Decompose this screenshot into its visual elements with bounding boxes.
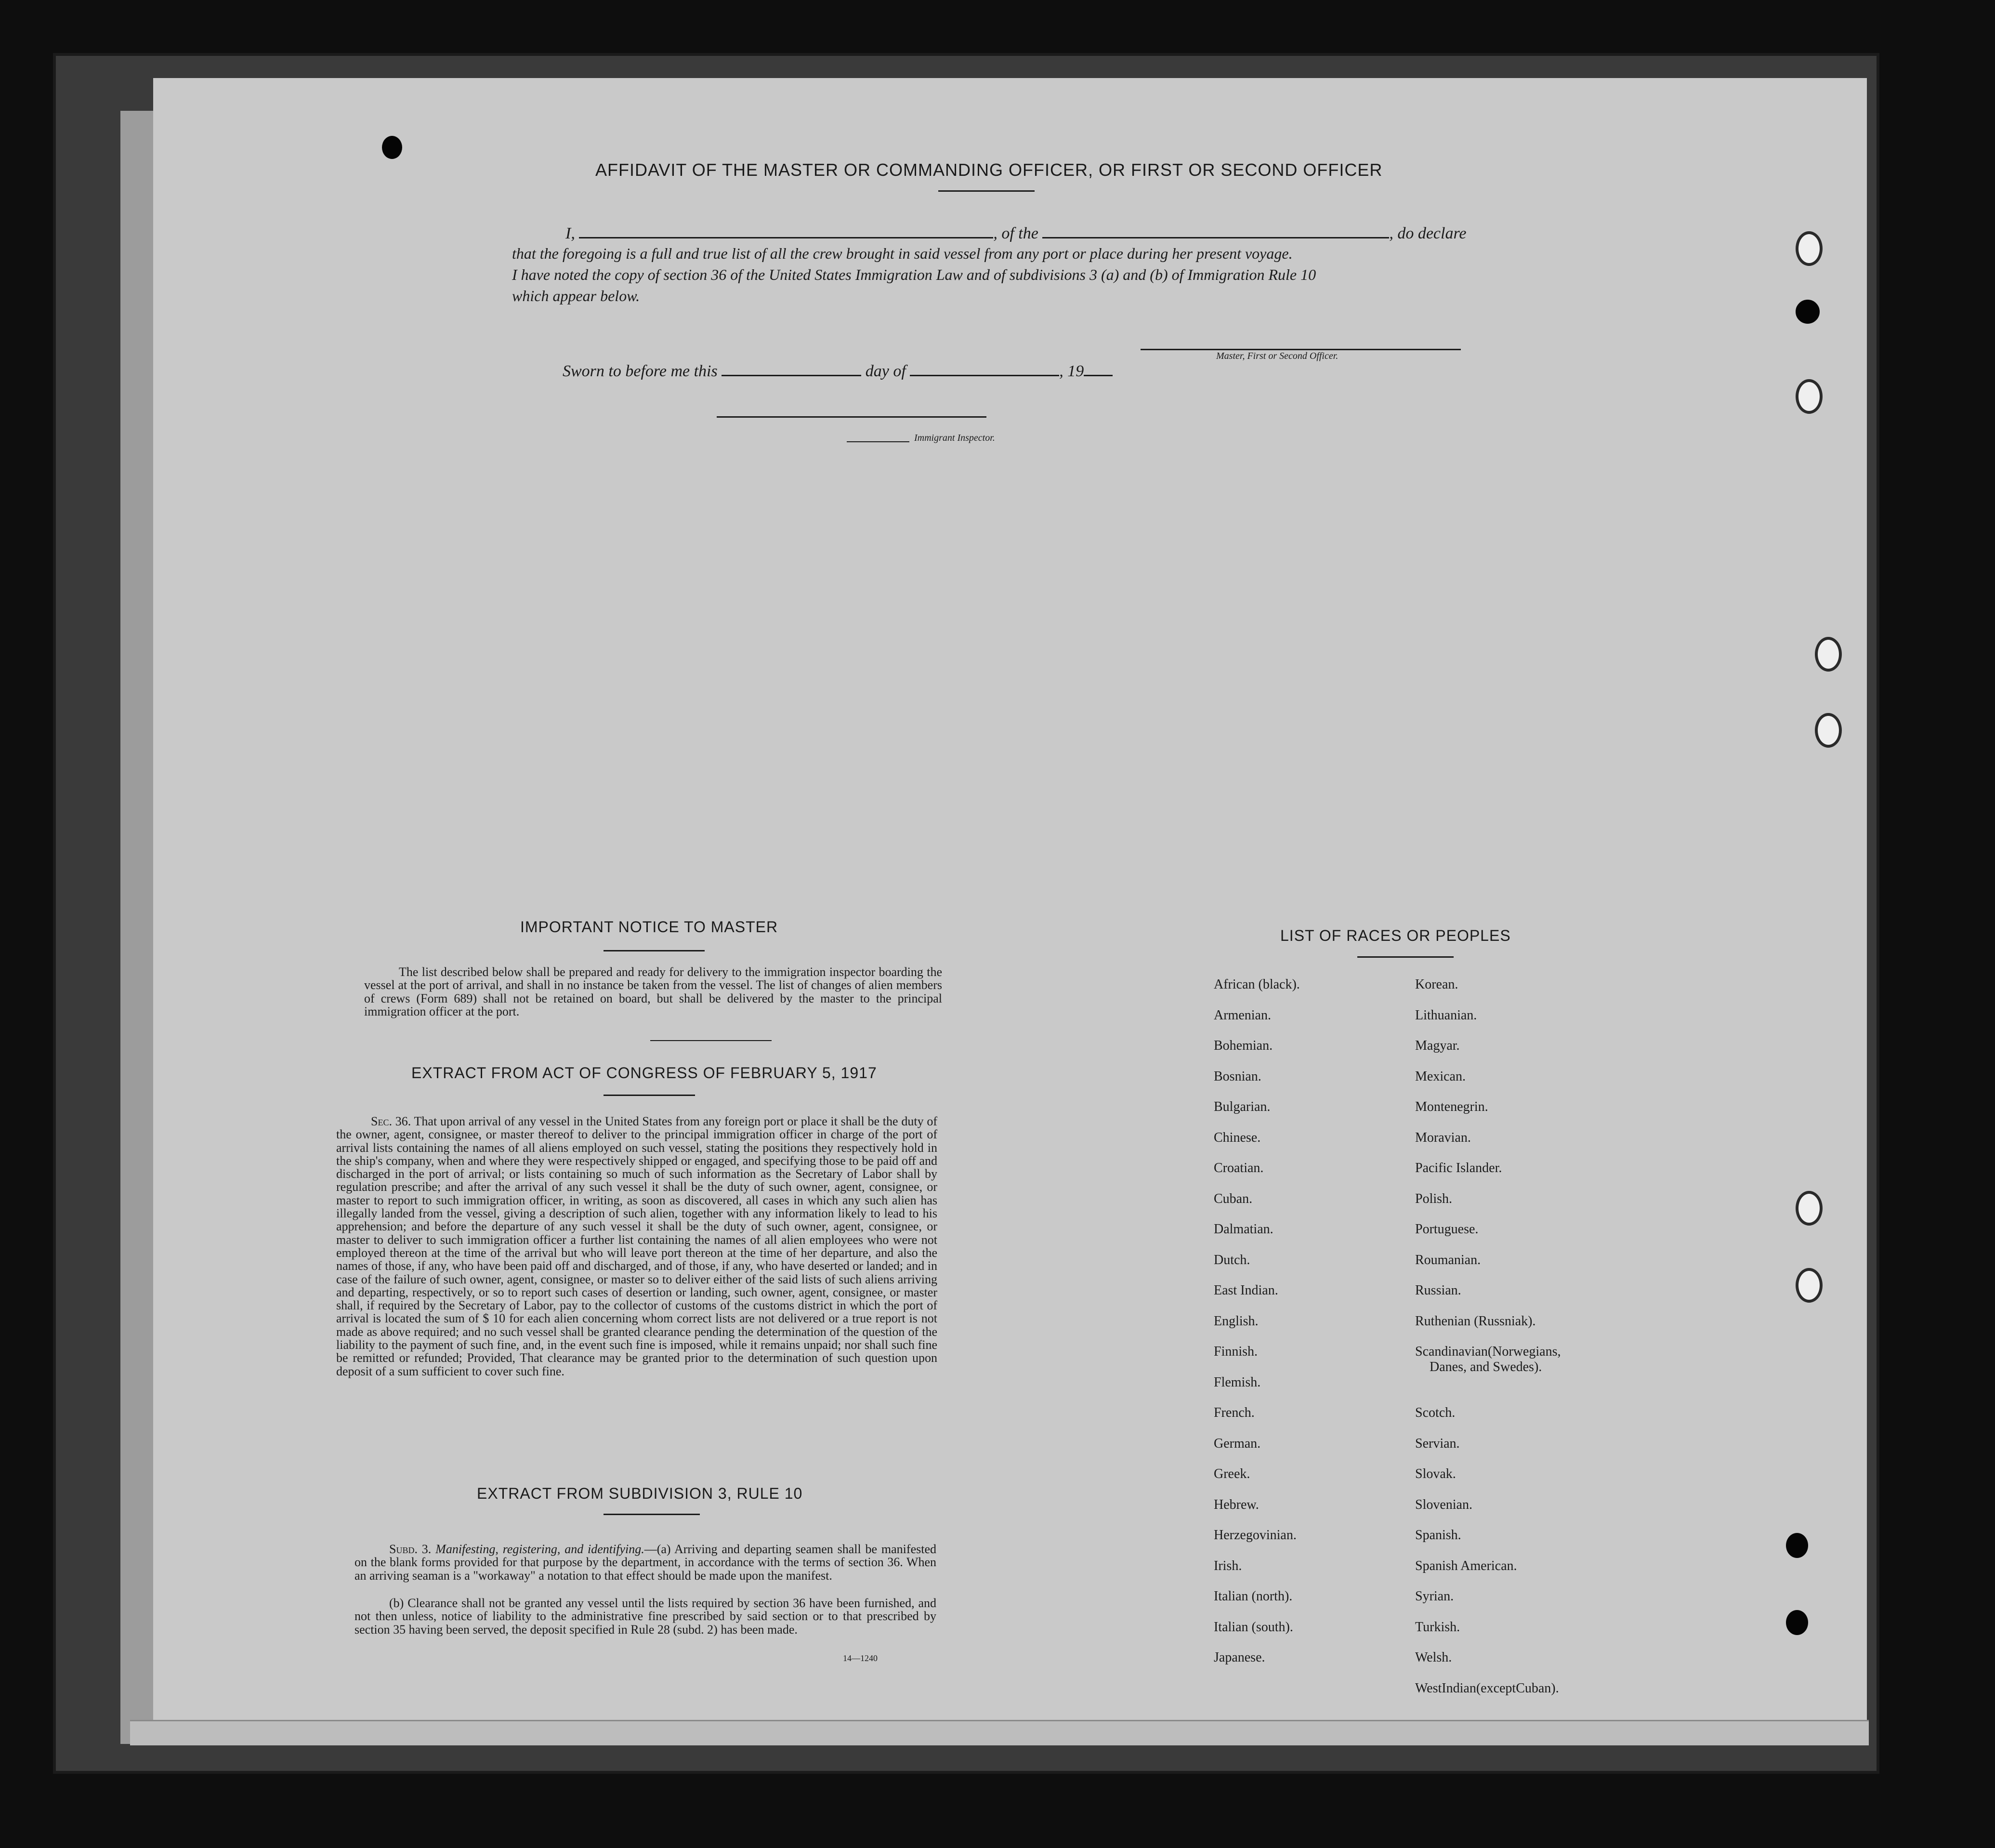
race-item: Irish. [1214, 1558, 1242, 1573]
race-item: Korean. [1415, 977, 1458, 992]
race-item: Montenegrin. [1415, 1099, 1488, 1114]
binder-hole [1786, 1533, 1808, 1558]
race-item: German. [1214, 1436, 1261, 1451]
race-item: Chinese. [1214, 1130, 1261, 1145]
rule10-subd-heading: Manifesting, registering, and identifying. [435, 1542, 644, 1556]
binder-hole [1796, 231, 1823, 266]
master-caption: Master, First or Second Officer. [1216, 351, 1339, 361]
race-item: Spanish American. [1415, 1558, 1517, 1573]
act-rule [604, 1095, 695, 1096]
race-item: Herzegovinian. [1214, 1528, 1297, 1543]
races-column-2 [1415, 977, 1561, 1711]
binder-hole [382, 136, 402, 159]
rule10-subd-label: Subd. 3. [389, 1542, 432, 1556]
binder-hole [1815, 713, 1842, 748]
race-item: Russian. [1415, 1283, 1461, 1298]
master-signature-line[interactable] [1141, 349, 1461, 350]
race-item: Scandinavian(Norwegians, Danes, and Swedes). [1415, 1344, 1561, 1374]
race-item: African (black). [1214, 977, 1300, 992]
race-item: Dalmatian. [1214, 1222, 1273, 1237]
race-item: Bosnian. [1214, 1069, 1261, 1084]
page-bottom-edge [130, 1720, 1869, 1745]
race-item: WestIndian(exceptCuban). [1415, 1680, 1559, 1696]
race-item: Syrian. [1415, 1589, 1454, 1604]
notice-rule [604, 950, 705, 951]
race-item: Lithuanian. [1415, 1007, 1477, 1023]
affidavit-line-2: that the foregoing is a full and true list of all the crew brought in said vessel from any port or place during her present voyage. [512, 245, 1293, 262]
binder-hole [1796, 1191, 1823, 1226]
sworn-month-field[interactable] [910, 361, 1059, 376]
day-of-label: day of [865, 362, 906, 380]
race-item: Finnish. [1214, 1344, 1258, 1359]
race-item: Servian. [1415, 1436, 1460, 1451]
race-item: Armenian. [1214, 1007, 1271, 1023]
race-item: Ruthenian (Russniak). [1415, 1313, 1536, 1329]
sworn-line [563, 361, 1113, 381]
binder-hole [1796, 1268, 1823, 1303]
race-item: Roumanian. [1415, 1252, 1481, 1267]
binder-hole [1786, 1610, 1808, 1635]
rule10-para-a [354, 1543, 936, 1582]
race-item: Greek. [1214, 1466, 1250, 1481]
year-label: , 19 [1059, 362, 1084, 380]
race-item: Bulgarian. [1214, 1099, 1271, 1114]
race-item: Scotch. [1415, 1405, 1456, 1420]
declarant-name-field[interactable] [579, 224, 993, 238]
affidavit-line-4: which appear below. [512, 287, 640, 304]
act-section-body: That upon arrival of any vessel in the United States from any foreign port or place it shall be the duty of the owner, agent, consignee, or master thereof to deliver to the principal immigration officer in charge of the port of arrival lists containing the names of all aliens employed on such vessel, stating the positions they respectively hold in the ship's company, when and where they were respectively shipped or engaged, and specifying those to be paid off and discharged in the port of arrival; or lists containing so much of such information as the Secretary of Labor shall by regulation prescribe; and after the arrival of any such vessel it shall be the duty of such owner, agent, consignee, or master to report to such immigration officer, in writing, as soon as discovered, all cases in which any such alien has illegally landed from the vessel, giving a description of such alien, together with any information likely to lead to his apprehension; and before the departure of any such vessel it shall be the duty of such owner, agent, consignee, or master to deliver to such immigration officer a further list containing the names of all alien employees who were not employed thereon at the time of the arrival but who will leave port thereon at the time of her departure, and also the names of those, if any, who have been paid off and discharged, and of those, if any, who have deserted or landed; and in case of the failure of such owner, agent, consignee, or master so to deliver either of the said lists of such aliens arriving and departing, respectively, or so to report such cases of desertion or landing, such owner, agent, consignee, or master shall, if required by the Secretary of Labor, pay to the collector of customs of the customs district in which the port of arrival is located the sum of $ 10 for each alien concerning whom correct lists are not delivered or a true report is not made as above required; and no such vessel shall be granted clearance pending the determination of the question of the liability to the payment of such fine, and, in the event such fine is imposed, while it remains unpaid; nor shall such fine be remitted or refunded; Provided, That clearance may be granted prior to the determination of such question upon deposit of a sum sufficient to cover such fine. [336, 1114, 937, 1378]
notice-title: IMPORTANT NOTICE TO MASTER [520, 918, 778, 936]
race-item: Moravian. [1415, 1130, 1471, 1145]
act-text [336, 1115, 937, 1378]
binder-hole [1796, 300, 1820, 324]
race-item-continuation: Danes, and Swedes). [1430, 1360, 1542, 1374]
affidavit-line-1 [565, 224, 1467, 243]
race-item: Hebrew. [1214, 1497, 1259, 1512]
race-item: Pacific Islander. [1415, 1161, 1502, 1175]
sworn-day-field[interactable] [722, 361, 861, 376]
race-item: Italian (south). [1214, 1619, 1293, 1635]
race-item: Bohemian. [1214, 1038, 1273, 1053]
document-page [153, 78, 1867, 1726]
races-rule [1357, 956, 1454, 958]
race-item: Polish. [1415, 1191, 1453, 1206]
inspector-short-line [847, 441, 909, 442]
rule10-para-a-text: —(a) Arriving and departing seamen shall be manifested on the blank forms provided for that purpose by the department, in accordance with the terms of section 36. When an arriving seaman is a "workaway" a notation to that effect should be made upon the manifest. [354, 1542, 936, 1583]
of-the-label: , of the [993, 224, 1038, 242]
form-number: 14—1240 [843, 1653, 878, 1663]
race-item: Japanese. [1214, 1650, 1265, 1665]
race-item: Magyar. [1415, 1038, 1460, 1053]
rule10-para-b: (b) Clearance shall not be granted any vessel until the lists required by section 36 have been furnished, and not then unless, notice of liability to the administrative fine prescribed by said section or to that prescribed by section 35 having been served, the deposit specified in Rule 28 (subd. 2) has been made. [354, 1596, 936, 1637]
race-item: Mexican. [1415, 1069, 1466, 1084]
race-item: Portuguese. [1415, 1222, 1479, 1237]
race-item: Slovenian. [1415, 1497, 1472, 1512]
race-item: East Indian. [1214, 1283, 1278, 1298]
rule10-rule [604, 1514, 700, 1515]
race-item: Welsh. [1415, 1650, 1452, 1665]
races-title: LIST OF RACES OR PEOPLES [1280, 927, 1511, 944]
race-item: Dutch. [1214, 1252, 1250, 1267]
title-rule [938, 190, 1035, 192]
sworn-year-field[interactable] [1084, 361, 1113, 376]
race-item: Italian (north). [1214, 1589, 1293, 1604]
affidavit-title: AFFIDAVIT OF THE MASTER OR COMMANDING OFFICER, OR FIRST OR SECOND OFFICER [595, 160, 1383, 180]
binder-hole [1815, 637, 1842, 672]
inspector-signature-line[interactable] [717, 416, 986, 418]
race-item: Flemish. [1214, 1374, 1261, 1390]
notice-bottom-rule [650, 1040, 772, 1041]
race-item: Spanish. [1415, 1528, 1461, 1543]
do-declare-label: , do declare [1389, 224, 1467, 242]
act-section-label: Sec. 36. [371, 1114, 411, 1128]
race-item: English. [1214, 1313, 1259, 1329]
inspector-caption: Immigrant Inspector. [914, 433, 995, 443]
vessel-name-field[interactable] [1042, 224, 1389, 238]
affidavit-line-3: I have noted the copy of section 36 of the United States Immigration Law and of subdivisions 3 (a) and (b) of Immigration Rule 10 [512, 266, 1316, 283]
binder-hole [1796, 379, 1823, 414]
race-item: Croatian. [1214, 1161, 1264, 1175]
sworn-label: Sworn to before me this [563, 362, 718, 380]
race-item: French. [1214, 1405, 1255, 1420]
races-column-1 [1214, 977, 1300, 1681]
race-item: Turkish. [1415, 1619, 1460, 1635]
act-title: EXTRACT FROM ACT OF CONGRESS OF FEBRUARY 5, 1917 [411, 1064, 877, 1082]
rule10-title: EXTRACT FROM SUBDIVISION 3, RULE 10 [477, 1485, 803, 1502]
race-item: Slovak. [1415, 1466, 1456, 1481]
race-item: Cuban. [1214, 1191, 1253, 1206]
notice-text: The list described below shall be prepared and ready for delivery to the immigration inspector boarding the vessel at the port of arrival, and shall in no instance be taken from the vessel. The list of changes of alien members of crews (Form 689) shall not be retained on board, but shall be delivered by the master to the principal immigration officer at the port. [364, 965, 942, 1018]
declarant-prefix: I, [565, 224, 575, 242]
